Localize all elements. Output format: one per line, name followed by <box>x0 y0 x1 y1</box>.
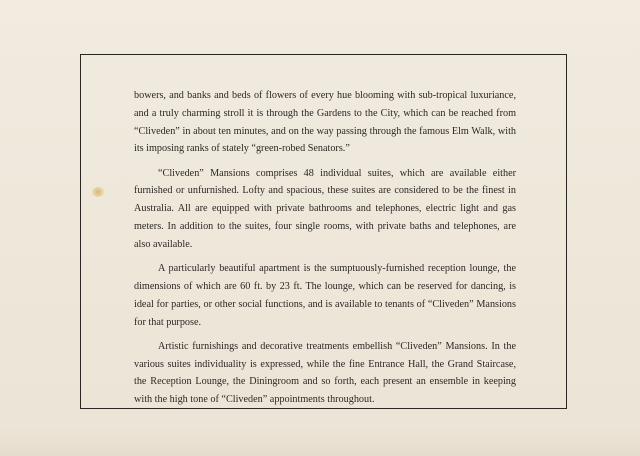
paragraph-furnishings: Artistic furnishings and decorative treatments embellish “Cliveden” Mansions. In the various suites individuality is expressed, while the fine Entrance Hall, the Grand Staircase, the Reception Lounge, the Diningroom and so forth, each present an ensemble in keeping with the high tone of “Cliveden” appointments throughout. <box>134 340 516 406</box>
paragraph-reception-lounge: A particularly beautiful apartment is the sumptuously-furnished reception lounge, the dimensions of which are 60 ft. by 23 ft. The lounge, which can be reserved for dancing, is ideal for parties, or other social functions, and is available to tenants of “Cliveden” Mansions for that purpose. <box>134 263 516 328</box>
paragraph-suites: “Cliveden” Mansions comprises 48 individual suites, which are available either furnished or unfurnished. Lofty and spacious, these suites are considered to be the finest in Australia. All are equipped with private bathrooms and telephones, electric light and gas meters. In addition to the suites, four single rooms, with private baths and telephones, are also available. <box>134 167 516 250</box>
paragraph-gardens: bowers, and banks and beds of flowers of every hue blooming with sub-tropical luxuriance, and a truly charming stroll it is through the Gardens to the City, which can be reached from “Cliveden” in about ten minutes, and on the way passing through the famous Elm Walk, with its imposing ranks of stately “green-robed Senators.” <box>134 90 516 155</box>
paper-shading <box>0 426 640 456</box>
paper-stain <box>92 187 104 197</box>
body-text <box>134 87 516 416</box>
